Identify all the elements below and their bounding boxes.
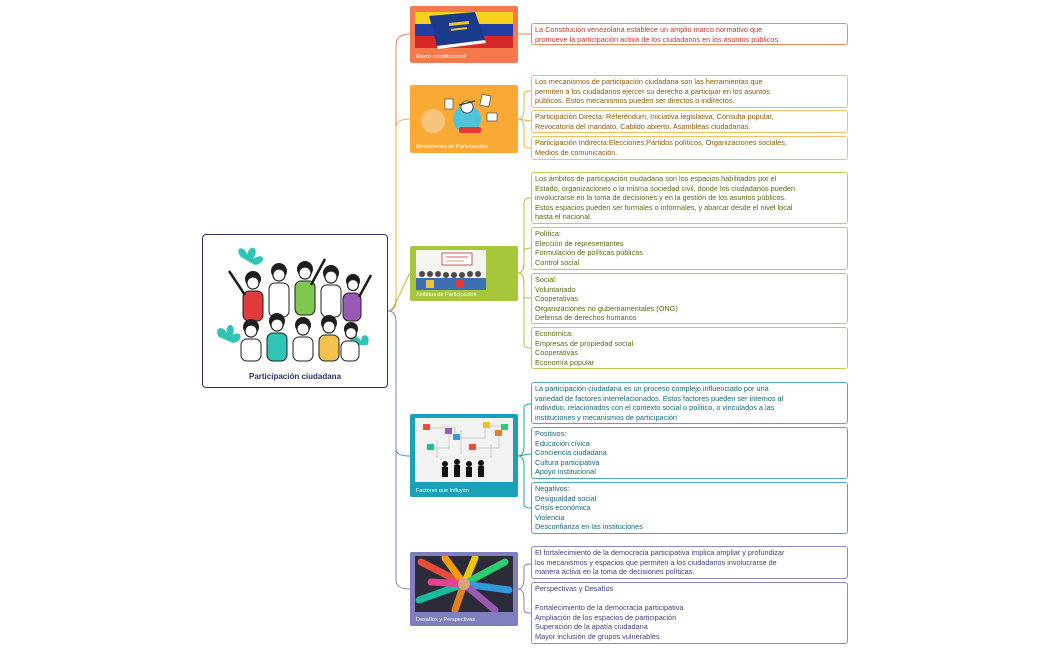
note-marco-1[interactable]: La Constitución venezolana establece un amplio marco normativo que promueve la participación activa de los ciudadanos en los asuntos públicos.	[531, 23, 848, 45]
branch-image	[416, 250, 486, 290]
branch-marco-constitucional[interactable]	[410, 6, 518, 63]
branch-label: Desafíos y Perspectivas	[416, 617, 475, 623]
note-mecanismos-1[interactable]: Los mecanismos de participación ciudadana son las herramientas que permiten a los ciudadanos ejercer su derecho a participar en los asuntos públicos. Estos mecanismos pueden ser directos o indirectos.	[531, 75, 848, 108]
branch-ambitos[interactable]	[410, 246, 518, 301]
classroom-audience-icon	[416, 250, 486, 290]
person-with-documents-icon	[415, 89, 513, 139]
note-mecanismos-3[interactable]: Participación Indirecta:Elecciones,Partidos políticos, Organizaciones sociales, Medios de comunicación.	[531, 136, 848, 160]
note-ambitos-3[interactable]: Social: Voluntariado Cooperativas Organizaciones no gubernamentales (ONG) Defensa de derechos humanos	[531, 273, 848, 324]
people-celebrating-illustration	[211, 241, 381, 369]
branch-desafios[interactable]	[410, 552, 518, 626]
branch-label: Factores que Influyen	[416, 488, 469, 494]
note-factores-1[interactable]: La participación ciudadana es un proceso complejo influenciado por una variedad de factores interrelacionados. Estos factores pueden ser internos al individuo, relacionados con el contexto social o político, o vinculados a las instituciones y mecanismos de participación	[531, 382, 848, 424]
root-title: Participación ciudadana	[248, 372, 342, 381]
branch-image	[415, 418, 513, 482]
network-people-icon	[415, 418, 513, 482]
branch-mecanismos[interactable]	[410, 85, 518, 153]
branch-label: Mecanismos de Participación	[416, 144, 488, 150]
branch-image	[415, 89, 513, 139]
branch-factores[interactable]	[410, 414, 518, 497]
constitution-book-flag-icon	[415, 10, 513, 50]
note-factores-3[interactable]: Negativos: Desigualdad social Crisis económica Violencia Desconfianza en las instituciones	[531, 482, 848, 534]
hands-together-icon	[415, 556, 513, 612]
branch-label: Marco constitucional	[416, 54, 467, 60]
root-topic[interactable]	[202, 234, 388, 388]
branch-label: Ámbitos de Participación	[416, 292, 477, 298]
branch-image	[415, 556, 513, 612]
note-ambitos-2[interactable]: Política: Elección de representantes Formulación de políticas públicas Control social	[531, 227, 848, 270]
note-factores-2[interactable]: Positivos: Educación cívica Conciencia ciudadana Cultura participativa Apoyo institucional	[531, 427, 848, 479]
note-ambitos-4[interactable]: Económica: Empresas de propiedad social Cooperativas Economía popular	[531, 327, 848, 369]
branch-image	[415, 10, 513, 50]
note-mecanismos-2[interactable]: Participación Directa: Referéndum, Iniciativa legislativa, Consulta popular, Revocatoria del mandato, Cabildo abierto, Asambleas ciudadanas.	[531, 110, 848, 133]
note-desafios-1[interactable]: El fortalecimiento de la democracia participativa implica ampliar y profundizar los mecanismos y espacios que permiten a los ciudadanos involucrarse de manera activa en la toma de decisiones políticas.	[531, 546, 848, 579]
note-desafios-2[interactable]: Perspectivas y Desafíos Fortalecimiento de la democracia participativa Ampliación de los espacios de participación Superación de la apatía ciudadana Mayor inclusión de grupos vulnerables	[531, 582, 848, 644]
note-ambitos-1[interactable]: Los ámbitos de participación ciudadana son los espacios habilitados por el Estado, organizaciones o la misma sociedad civil, donde los ciudadanos pueden involucrarse en la toma de decisiones y en la gestión de los asuntos públicos. Estos espacios pueden ser formales o informales, y abarcar desde el nivel local hasta el nacional.	[531, 172, 848, 224]
